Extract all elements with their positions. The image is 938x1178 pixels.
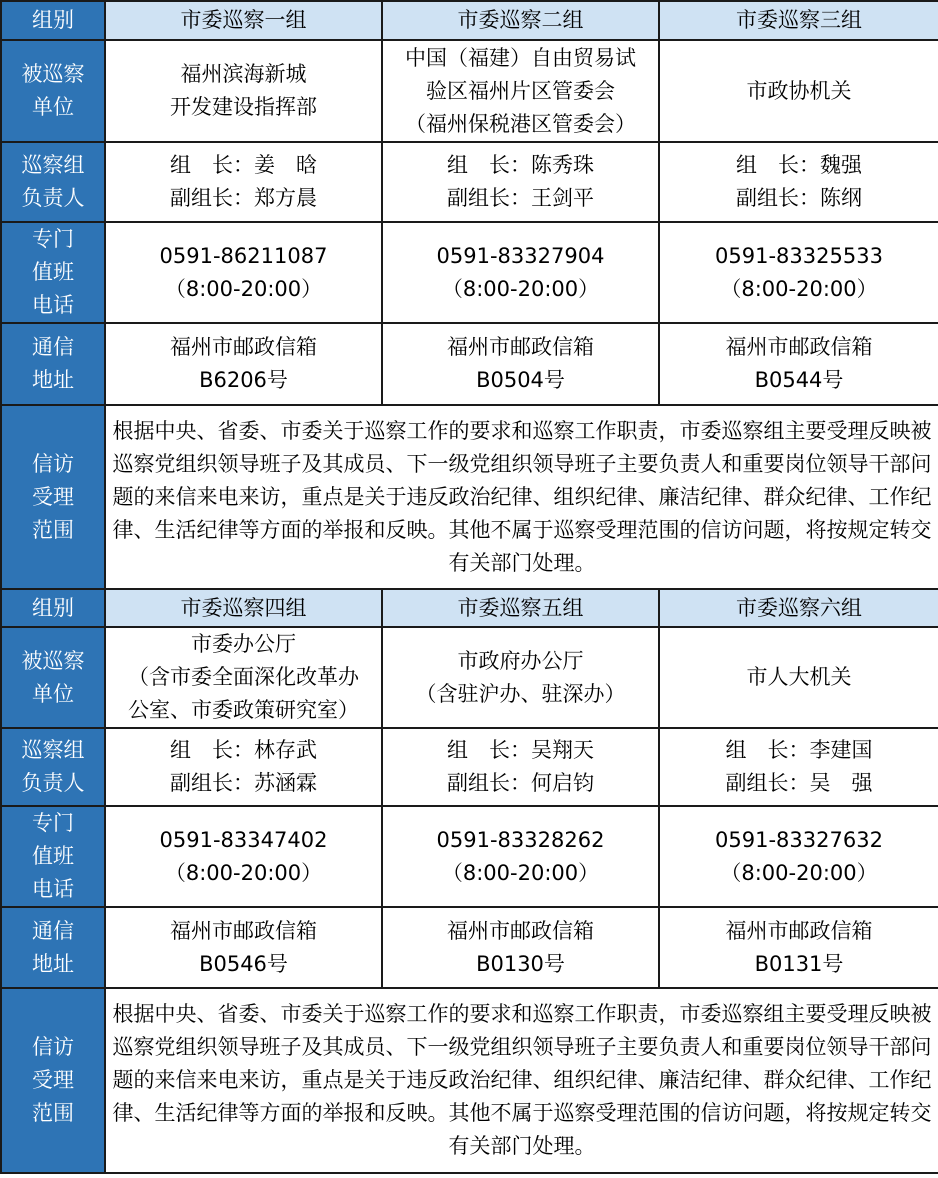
- mail-address: [659, 323, 938, 405]
- text-line: 被巡察: [21, 648, 85, 673]
- text-line: 0591-83327904: [436, 243, 605, 268]
- text-line: （8:00-20:00）: [720, 276, 878, 301]
- target-unit: [382, 40, 659, 142]
- text-line: B6206号: [199, 368, 288, 392]
- phone-number: [105, 222, 382, 323]
- leader-label: [1, 142, 105, 222]
- text-line: 电话: [32, 877, 74, 901]
- text-line: 通信: [32, 918, 74, 943]
- text-line: 被巡察: [21, 62, 85, 86]
- text-line: 通信: [32, 335, 74, 359]
- text-line: 组 长：林存武: [170, 738, 317, 762]
- address-row: [1, 323, 938, 405]
- phone-label: [1, 806, 105, 907]
- text-line: 副组长：吴 强: [725, 771, 873, 795]
- phone-number: [105, 806, 382, 907]
- text-line: 0591-83325533: [715, 243, 883, 268]
- text-line: 福州市邮政信箱: [170, 335, 317, 359]
- scope-label: [1, 405, 105, 589]
- mail-address: [382, 323, 659, 405]
- text-line: 公室、市委政策研究室）: [128, 698, 359, 722]
- text-line: 受理: [32, 1068, 74, 1092]
- text-line: 巡察组: [21, 738, 85, 762]
- group-name: 市委巡察六组: [659, 589, 938, 627]
- text-line: 验区福州片区管委会: [426, 78, 615, 103]
- leader-names: [105, 728, 382, 806]
- text-line: B0546号: [199, 951, 288, 976]
- text-line: 副组长：苏涵霖: [170, 771, 317, 795]
- phone-number: [659, 806, 938, 907]
- text-line: 副组长：何启钧: [447, 771, 594, 795]
- text-line: 信访: [32, 1035, 74, 1059]
- address-label: [1, 323, 105, 405]
- group-name: 市委巡察四组: [105, 589, 382, 627]
- text-line: 中国（福建）自由贸易试: [405, 45, 636, 70]
- text-line: B0544号: [754, 368, 844, 392]
- target-label: [1, 40, 105, 142]
- text-line: 市政府办公厅: [457, 648, 584, 673]
- text-line: （8:00-20:00）: [441, 276, 600, 301]
- address-label: [1, 907, 105, 988]
- text-line: 组 长：李建国: [725, 738, 873, 762]
- text-line: （8:00-20:00）: [720, 860, 878, 885]
- target-unit: [382, 627, 659, 728]
- text-line: 开发建设指挥部: [170, 95, 317, 119]
- text-line: 巡察组: [21, 153, 85, 177]
- text-line: （8:00-20:00）: [441, 860, 600, 885]
- text-line: B0504号: [476, 368, 565, 392]
- leader-names: [382, 728, 659, 806]
- text-line: 范围: [32, 1101, 74, 1125]
- text-line: 信访: [32, 451, 74, 476]
- text-line: 电话: [32, 293, 74, 317]
- leader-label: [1, 728, 105, 806]
- group-name: 市委巡察二组: [382, 1, 659, 40]
- text-line: 组 长：姜 晗: [170, 153, 317, 177]
- phone-number: [382, 222, 659, 323]
- text-line: 组 长：陈秀珠: [447, 153, 594, 177]
- group-label: 组别: [1, 589, 105, 627]
- leader-row: [1, 142, 938, 222]
- mail-address: [382, 907, 659, 988]
- phone-row: [1, 222, 938, 323]
- scope-text: 根据中央、省委、市委关于巡察工作的要求和巡察工作职责，市委巡察组主要受理反映被巡察党组织领导班子及其成员、下一级党组织领导班子主要负责人和重要岗位领导干部问题的来信来电来访，重点是关于违反政治纪律、组织纪律、廉洁纪律、群众纪律、工作纪律、生活纪律等方面的举报和反映。其他不属于巡察受理范围的信访问题，将按规定转交有关部门处理。: [105, 988, 938, 1173]
- text-line: 福州市邮政信箱: [725, 918, 873, 943]
- group-header-row: [1, 1, 938, 40]
- text-line: 负责人: [21, 771, 85, 795]
- text-line: 副组长：陈纲: [736, 186, 862, 210]
- scope-label: [1, 988, 105, 1173]
- text-line: 范围: [32, 517, 74, 542]
- target-row: [1, 40, 938, 142]
- text-line: 地址: [32, 368, 74, 392]
- phone-row: [1, 806, 938, 907]
- text-line: 福州市邮政信箱: [447, 335, 594, 359]
- scope-text: 根据中央、省委、市委关于巡察工作的要求和巡察工作职责，市委巡察组主要受理反映被巡察党组织领导班子及其成员、下一级党组织领导班子主要负责人和重要岗位领导干部问题的来信来电来访，重点是关于违反政治纪律、组织纪律、廉洁纪律、群众纪律、工作纪律、生活纪律等方面的举报和反映。其他不属于巡察受理范围的信访问题，将按规定转交有关部门处理。: [105, 405, 938, 589]
- text-line: 专门: [32, 811, 74, 835]
- leader-names: [659, 142, 938, 222]
- text-line: （含驻沪办、驻深办）: [415, 681, 626, 706]
- phone-number: [382, 806, 659, 907]
- text-line: 负责人: [21, 186, 85, 210]
- text-line: 副组长：王剑平: [447, 186, 594, 210]
- text-line: 专门: [32, 227, 74, 251]
- text-line: 0591-83347402: [159, 827, 328, 852]
- group-name: 市委巡察三组: [659, 1, 938, 40]
- leader-names: [105, 142, 382, 222]
- text-line: （8:00-20:00）: [164, 860, 323, 885]
- scope-row: [1, 988, 938, 1173]
- mail-address: [105, 323, 382, 405]
- mail-address: [105, 907, 382, 988]
- target-label: [1, 627, 105, 728]
- text-line: 市政协机关: [746, 78, 852, 103]
- text-line: 福州市邮政信箱: [447, 918, 594, 943]
- scope-row: [1, 405, 938, 589]
- text-line: （8:00-20:00）: [164, 276, 323, 301]
- group-label: 组别: [1, 1, 105, 40]
- group-name: 市委巡察一组: [105, 1, 382, 40]
- mail-address: [659, 907, 938, 988]
- text-line: 福州市邮政信箱: [170, 918, 317, 943]
- text-line: 市人大机关: [746, 665, 852, 689]
- target-row: [1, 627, 938, 728]
- target-unit: [659, 627, 938, 728]
- phone-label: [1, 222, 105, 323]
- group-name: 市委巡察五组: [382, 589, 659, 627]
- text-line: 0591-83328262: [436, 827, 605, 852]
- target-unit: [659, 40, 938, 142]
- text-line: （含市委全面深化改革办: [128, 665, 359, 689]
- text-line: 受理: [32, 484, 74, 509]
- text-line: 市委办公厅: [191, 632, 296, 656]
- text-line: B0130号: [476, 951, 565, 976]
- text-line: B0131号: [754, 951, 844, 976]
- text-line: 0591-86211087: [159, 243, 328, 268]
- target-unit: [105, 40, 382, 142]
- text-line: 副组长：郑方晨: [170, 186, 317, 210]
- text-line: 组 长：魏强: [736, 153, 862, 177]
- text-line: 值班: [32, 844, 74, 868]
- leader-names: [382, 142, 659, 222]
- leader-row: [1, 728, 938, 806]
- text-line: 地址: [32, 951, 74, 976]
- target-unit: [105, 627, 382, 728]
- group-header-row: [1, 589, 938, 627]
- address-row: [1, 907, 938, 988]
- text-line: 值班: [32, 260, 74, 284]
- leader-names: [659, 728, 938, 806]
- text-line: 0591-83327632: [715, 827, 883, 852]
- text-line: 单位: [32, 681, 74, 706]
- text-line: 组 长：吴翔天: [447, 738, 594, 762]
- text-line: 单位: [32, 95, 74, 119]
- phone-number: [659, 222, 938, 323]
- text-line: 福州市邮政信箱: [725, 335, 873, 359]
- text-line: （福州保税港区管委会）: [405, 111, 636, 136]
- text-line: 福州滨海新城: [180, 62, 307, 86]
